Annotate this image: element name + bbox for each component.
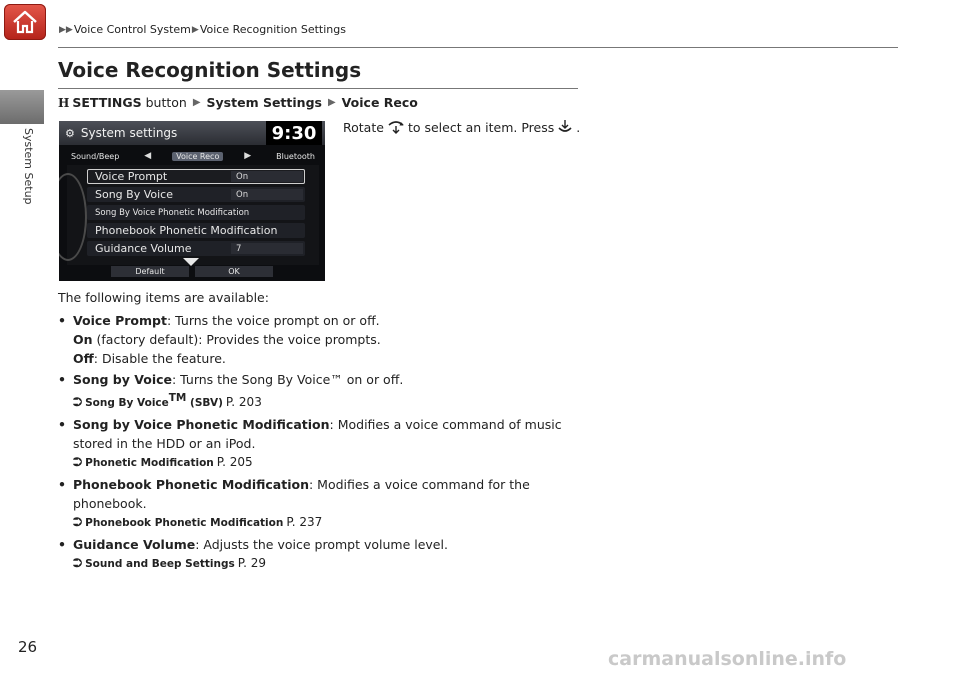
tab-bluetooth[interactable]: Bluetooth <box>276 151 315 161</box>
list-item <box>58 370 578 413</box>
instruction <box>343 119 580 135</box>
nav-screen <box>59 121 325 281</box>
chapter-tab[interactable] <box>0 90 44 124</box>
breadcrumb <box>58 23 346 36</box>
screen-item-value: On <box>231 189 303 200</box>
xref-label[interactable]: Phonetic Modification <box>85 457 214 469</box>
item-term: Guidance Volume <box>73 537 196 552</box>
option-line <box>73 349 578 368</box>
cross-reference[interactable] <box>73 554 578 574</box>
screen-item-guidance-volume[interactable] <box>87 241 305 256</box>
gear-icon: ⚙ <box>65 126 75 140</box>
screen-item-phonebook-phonetic[interactable] <box>87 223 305 238</box>
reference-arrow-icon: ⮊ <box>73 455 83 469</box>
option-desc: (factory default): Provides the voice prompts. <box>92 332 381 347</box>
option-line <box>73 330 578 349</box>
breadcrumb-link-voice-control[interactable]: Voice Control System <box>73 23 191 36</box>
cross-reference[interactable] <box>73 389 578 413</box>
system-settings-label: System Settings <box>206 95 322 110</box>
screen-title: System settings <box>80 126 178 140</box>
screen-item-value: On <box>231 171 303 182</box>
item-desc: : Modifies a voice command for the phonebook. <box>73 477 530 511</box>
screen-item-label: Song By Voice Phonetic Modification <box>95 207 250 218</box>
reference-arrow-icon: ⮊ <box>73 515 83 529</box>
interface-dial-rotate-icon <box>387 119 405 135</box>
xref-label[interactable]: Sound and Beep Settings <box>85 558 235 570</box>
screen-item-song-by-voice[interactable] <box>87 187 305 202</box>
path-arrow-icon: ▶ <box>327 97 336 108</box>
list-item <box>58 415 578 473</box>
screen-item-label: Song By Voice <box>95 188 173 201</box>
xref-page[interactable]: P. 205 <box>216 455 253 469</box>
bullet: • <box>58 372 66 387</box>
page-title: Voice Recognition Settings <box>58 58 362 82</box>
home-h-icon: H <box>58 95 70 110</box>
cross-reference[interactable] <box>73 453 578 473</box>
scroll-down-icon[interactable] <box>183 258 199 266</box>
item-desc: : Turns the Song By Voice™ on or off. <box>172 372 404 387</box>
item-desc: : Modifies a voice command of music stored in the HDD or an iPod. <box>73 417 562 451</box>
screen-list-panel <box>67 165 319 265</box>
option-term: On <box>73 332 93 347</box>
item-desc: : Turns the voice prompt on or off. <box>166 313 380 328</box>
cross-reference[interactable] <box>73 513 578 533</box>
reference-arrow-icon: ⮊ <box>73 556 83 570</box>
item-term: Song by Voice <box>73 372 172 387</box>
item-desc: : Adjusts the voice prompt volume level. <box>195 537 448 552</box>
tab-left-arrow-icon[interactable]: ◀ <box>144 151 152 161</box>
home-icon <box>10 9 40 35</box>
xref-suffix: (SBV) <box>186 397 223 409</box>
top-divider <box>58 47 898 48</box>
interface-dial-press-icon <box>557 119 573 135</box>
xref-trademark: TM <box>168 392 187 404</box>
screen-item-value: 7 <box>231 243 303 254</box>
bullet: • <box>58 477 66 492</box>
settings-label: SETTINGS <box>72 95 142 110</box>
instruction-select: to select an item. Press <box>407 119 555 135</box>
list-item <box>58 311 578 368</box>
button-word: button <box>145 95 187 110</box>
screen-item-label: Voice Prompt <box>95 170 168 183</box>
tab-sound-beep[interactable]: Sound/Beep <box>71 151 120 161</box>
page-number: 26 <box>18 638 38 656</box>
intro-text: The following items are available: <box>58 290 269 305</box>
screen-buttons <box>59 266 325 281</box>
list-item <box>58 475 578 533</box>
chapter-label: System Setup <box>22 128 35 205</box>
ok-button[interactable]: OK <box>195 266 273 277</box>
voice-reco-label: Voice Reco <box>341 95 418 110</box>
home-button[interactable] <box>4 4 46 40</box>
screen-tabs <box>67 149 319 163</box>
breadcrumb-arrow-icon: ▶ <box>191 24 199 35</box>
instruction-end: . <box>576 119 581 135</box>
item-term: Voice Prompt <box>73 313 167 328</box>
reference-arrow-icon: ⮊ <box>73 395 83 409</box>
screen-clock: 9:30 <box>266 121 322 145</box>
tab-right-arrow-icon[interactable]: ▶ <box>244 151 252 161</box>
bullet: • <box>58 537 66 552</box>
instruction-rotate: Rotate <box>343 119 384 135</box>
watermark: carmanualsonline.info <box>608 648 847 670</box>
nav-path <box>58 95 418 110</box>
xref-page[interactable]: P. 203 <box>225 395 262 409</box>
xref-label[interactable]: Song By Voice <box>85 397 169 409</box>
bullet: • <box>58 313 66 328</box>
breadcrumb-current: Voice Recognition Settings <box>199 23 346 36</box>
screen-item-label: Phonebook Phonetic Modification <box>95 224 278 237</box>
option-term: Off <box>73 351 94 366</box>
xref-page[interactable]: P. 29 <box>237 556 267 570</box>
screen-item-voice-prompt[interactable] <box>87 169 305 184</box>
item-list <box>58 311 578 576</box>
xref-page[interactable]: P. 237 <box>286 515 323 529</box>
xref-label[interactable]: Phonebook Phonetic Modification <box>85 517 284 529</box>
item-term: Song by Voice Phonetic Modification <box>73 417 330 432</box>
tab-voice-reco[interactable]: Voice Reco <box>172 152 223 161</box>
breadcrumb-arrow-icon: ▶▶ <box>59 24 73 35</box>
list-item <box>58 535 578 574</box>
bullet: • <box>58 417 66 432</box>
title-divider <box>58 88 578 89</box>
screen-item-label: Guidance Volume <box>95 242 192 255</box>
default-button[interactable]: Default <box>111 266 189 277</box>
path-arrow-icon: ▶ <box>192 97 201 108</box>
option-desc: : Disable the feature. <box>93 351 226 366</box>
item-term: Phonebook Phonetic Modification <box>73 477 309 492</box>
scroll-arc <box>59 173 87 261</box>
screen-item-sbv-phonetic[interactable] <box>87 205 305 220</box>
